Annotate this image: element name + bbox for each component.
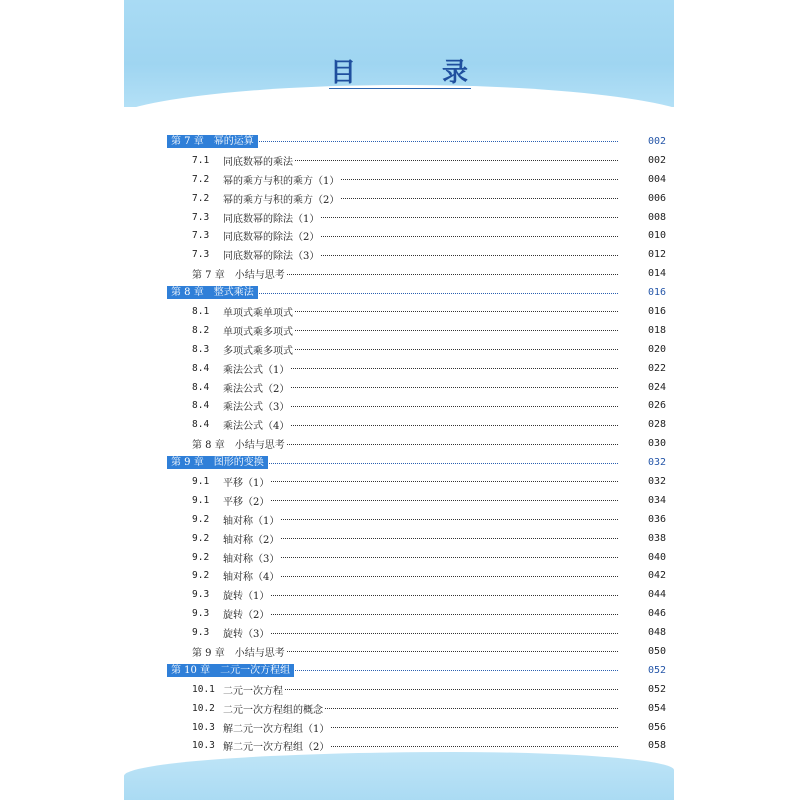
page-title: 目 录 bbox=[329, 58, 498, 88]
entry-title: 同底数幂的除法（3） bbox=[223, 247, 321, 262]
entry-title: 第 9 章 小结与思考 bbox=[192, 644, 287, 659]
header-wave bbox=[124, 85, 674, 125]
toc-entry-row[interactable] bbox=[124, 680, 674, 699]
page-number: 052 bbox=[647, 664, 666, 676]
entry-title: 同底数幂的乘法 bbox=[223, 153, 295, 168]
page-number: 038 bbox=[647, 532, 666, 544]
title-underline bbox=[329, 88, 471, 89]
entry-title: 乘法公式（4） bbox=[223, 417, 291, 432]
entry-title: 解二元一次方程组（1） bbox=[223, 720, 331, 735]
page-number: 016 bbox=[647, 305, 666, 317]
section-number: 9.2 bbox=[192, 514, 222, 525]
section-number: 8.2 bbox=[192, 325, 222, 336]
book-page bbox=[124, 0, 674, 800]
section-number: 7.1 bbox=[192, 155, 222, 166]
page-number: 030 bbox=[647, 438, 666, 450]
entry-title: 平移（2） bbox=[223, 493, 271, 508]
chapter-label: 第 9 章 图形的变换 bbox=[167, 456, 268, 469]
entry-title: 轴对称（4） bbox=[223, 568, 281, 583]
toc-entry-row[interactable] bbox=[124, 245, 674, 264]
page-number: 036 bbox=[647, 513, 666, 525]
page-number: 018 bbox=[647, 324, 666, 336]
section-number: 7.3 bbox=[192, 230, 222, 241]
toc-summary-row[interactable] bbox=[124, 642, 674, 661]
toc-entry-row[interactable] bbox=[124, 604, 674, 623]
section-number: 10.1 bbox=[192, 684, 222, 695]
toc-entry-row[interactable] bbox=[124, 415, 674, 434]
toc-chapter-row[interactable] bbox=[124, 283, 674, 302]
section-number: 10.3 bbox=[192, 722, 222, 733]
page-number: 054 bbox=[647, 702, 666, 714]
section-number: 9.1 bbox=[192, 476, 222, 487]
page-number: 034 bbox=[647, 494, 666, 506]
entry-title: 轴对称（3） bbox=[223, 550, 281, 565]
page-number: 010 bbox=[647, 230, 666, 242]
footer-band bbox=[124, 752, 674, 800]
page-number: 058 bbox=[647, 740, 666, 752]
entry-title: 二元一次方程 bbox=[223, 682, 285, 697]
toc-entry-row[interactable] bbox=[124, 472, 674, 491]
page-number: 056 bbox=[647, 721, 666, 733]
section-number: 8.1 bbox=[192, 306, 222, 317]
page-number: 020 bbox=[647, 343, 666, 355]
toc-chapter-row[interactable] bbox=[124, 132, 674, 151]
toc-entry-row[interactable] bbox=[124, 302, 674, 321]
section-number: 9.3 bbox=[192, 627, 222, 638]
entry-title: 乘法公式（1） bbox=[223, 361, 291, 376]
entry-title: 轴对称（2） bbox=[223, 531, 281, 546]
section-number: 9.2 bbox=[192, 552, 222, 563]
entry-title: 乘法公式（3） bbox=[223, 398, 291, 413]
toc-chapter-row[interactable] bbox=[124, 661, 674, 680]
toc-entry-row[interactable] bbox=[124, 321, 674, 340]
section-number: 9.1 bbox=[192, 495, 222, 506]
entry-title: 单项式乘多项式 bbox=[223, 323, 295, 338]
entry-title: 二元一次方程组的概念 bbox=[223, 701, 325, 716]
section-number: 9.3 bbox=[192, 589, 222, 600]
section-number: 7.3 bbox=[192, 249, 222, 260]
section-number: 10.3 bbox=[192, 740, 222, 751]
page-number: 032 bbox=[647, 457, 666, 469]
section-number: 8.4 bbox=[192, 400, 222, 411]
page-number: 014 bbox=[647, 268, 666, 280]
toc-entry-row[interactable] bbox=[124, 208, 674, 227]
page-number: 002 bbox=[647, 135, 666, 147]
page-number: 026 bbox=[647, 400, 666, 412]
page-number: 002 bbox=[647, 154, 666, 166]
page-number: 022 bbox=[647, 362, 666, 374]
toc-entry-row[interactable] bbox=[124, 491, 674, 510]
entry-title: 旋转（3） bbox=[223, 625, 271, 640]
page-number: 012 bbox=[647, 249, 666, 261]
toc-entry-row[interactable] bbox=[124, 226, 674, 245]
toc-entry-row[interactable] bbox=[124, 396, 674, 415]
toc-entry-row[interactable] bbox=[124, 359, 674, 378]
page-number: 046 bbox=[647, 608, 666, 620]
page-number: 044 bbox=[647, 589, 666, 601]
toc-entry-row[interactable] bbox=[124, 378, 674, 397]
entry-title: 幂的乘方与积的乘方（2） bbox=[223, 191, 341, 206]
page-number: 024 bbox=[647, 381, 666, 393]
page-number: 042 bbox=[647, 570, 666, 582]
page-number: 048 bbox=[647, 627, 666, 639]
toc-entry-row[interactable] bbox=[124, 548, 674, 567]
page-number: 008 bbox=[647, 211, 666, 223]
section-number: 9.3 bbox=[192, 608, 222, 619]
page-number: 052 bbox=[647, 683, 666, 695]
page-number: 032 bbox=[647, 475, 666, 487]
section-number: 7.2 bbox=[192, 174, 222, 185]
toc-entry-row[interactable] bbox=[124, 529, 674, 548]
section-number: 7.3 bbox=[192, 212, 222, 223]
entry-title: 平移（1） bbox=[223, 474, 271, 489]
toc-entry-row[interactable] bbox=[124, 189, 674, 208]
page-number: 004 bbox=[647, 173, 666, 185]
toc-entry-row[interactable] bbox=[124, 340, 674, 359]
section-number: 9.2 bbox=[192, 533, 222, 544]
chapter-label: 第 10 章 二元一次方程组 bbox=[167, 664, 294, 677]
page-number: 050 bbox=[647, 645, 666, 657]
entry-title: 第 8 章 小结与思考 bbox=[192, 436, 287, 451]
toc-entry-row[interactable] bbox=[124, 566, 674, 585]
section-number: 10.2 bbox=[192, 703, 222, 714]
section-number: 8.3 bbox=[192, 344, 222, 355]
entry-title: 解二元一次方程组（2） bbox=[223, 738, 331, 753]
section-number: 9.2 bbox=[192, 570, 222, 581]
section-number: 8.4 bbox=[192, 419, 222, 430]
toc-entry-row[interactable] bbox=[124, 151, 674, 170]
toc-entry-row[interactable] bbox=[124, 170, 674, 189]
entry-title: 轴对称（1） bbox=[223, 512, 281, 527]
section-number: 8.4 bbox=[192, 363, 222, 374]
toc-summary-row[interactable] bbox=[124, 434, 674, 453]
toc-entry-row[interactable] bbox=[124, 699, 674, 718]
entry-title: 同底数幂的除法（2） bbox=[223, 228, 321, 243]
toc-summary-row[interactable] bbox=[124, 264, 674, 283]
table-of-contents bbox=[124, 132, 674, 755]
section-number: 7.2 bbox=[192, 193, 222, 204]
entry-title: 多项式乘多项式 bbox=[223, 342, 295, 357]
section-number: 8.4 bbox=[192, 382, 222, 393]
entry-title: 同底数幂的除法（1） bbox=[223, 210, 321, 225]
entry-title: 单项式乘单项式 bbox=[223, 304, 295, 319]
toc-chapter-row[interactable] bbox=[124, 453, 674, 472]
toc-entry-row[interactable] bbox=[124, 623, 674, 642]
entry-title: 第 7 章 小结与思考 bbox=[192, 266, 287, 281]
entry-title: 乘法公式（2） bbox=[223, 380, 291, 395]
entry-title: 旋转（2） bbox=[223, 606, 271, 621]
toc-entry-row[interactable] bbox=[124, 585, 674, 604]
toc-entry-row[interactable] bbox=[124, 510, 674, 529]
page-number: 006 bbox=[647, 192, 666, 204]
page-number: 040 bbox=[647, 551, 666, 563]
page-number: 016 bbox=[647, 287, 666, 299]
entry-title: 旋转（1） bbox=[223, 587, 271, 602]
entry-title: 幂的乘方与积的乘方（1） bbox=[223, 172, 341, 187]
page-number: 028 bbox=[647, 419, 666, 431]
chapter-label: 第 8 章 整式乘法 bbox=[167, 286, 258, 299]
chapter-label: 第 7 章 幂的运算 bbox=[167, 135, 258, 148]
toc-entry-row[interactable] bbox=[124, 718, 674, 737]
